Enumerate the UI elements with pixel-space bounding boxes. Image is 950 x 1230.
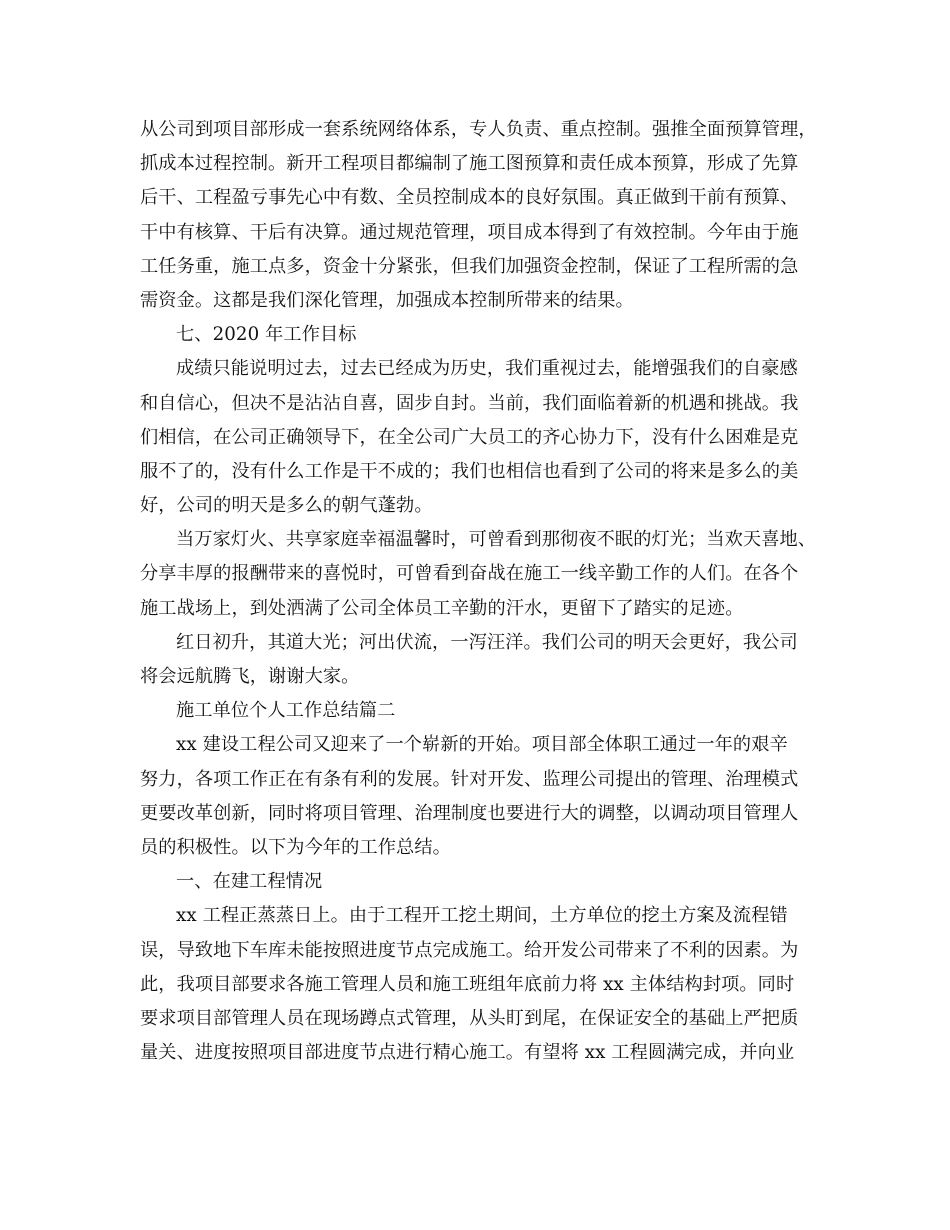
text-line: 更要改革创新，同时将项目管理、治理制度也要进行大的调整，以调动项目管理人 — [140, 802, 799, 824]
text-line: 将会远航腾飞，谢谢大家。 — [140, 666, 360, 687]
paragraph-first-line: 施工单位个人工作总结篇二 — [176, 700, 396, 722]
text-line: 此，我项目部要求各施工管理人员和施工班组年底前力将 xx 主体结构封项。同时 — [140, 973, 795, 995]
text-line: 服不了的，没有什么工作是干不成的；我们也相信也看到了公司的将来是多么的美 — [140, 460, 799, 482]
paragraph-first-line: xx 工程正蒸蒸日上。由于工程开工挖土期间，土方单位的挖土方案及流程错 — [176, 905, 788, 927]
text-line: 需资金。这都是我们深化管理，加强成本控制所带来的结果。 — [140, 289, 634, 311]
text-line: 工任务重，施工点多，资金十分紧张，但我们加强资金控制，保证了工程所需的急 — [140, 255, 799, 277]
paragraph-first-line: 当万家灯火、共享家庭幸福温馨时，可曾看到那彻夜不眠的灯光；当欢天喜地、 — [176, 529, 817, 551]
text-line: 们相信，在公司正确领导下，在全公司广大员工的齐心协力下，没有什么困难是克 — [140, 426, 799, 448]
text-line: 要求项目部管理人员在现场蹲点式管理，从头盯到尾，在保证安全的基础上严把质 — [140, 1007, 799, 1029]
text-line: 努力，各项工作正在有条有利的发展。针对开发、监理公司提出的管理、治理模式 — [140, 768, 799, 790]
text-line: 和自信心，但决不是沾沾自喜，固步自封。当前，我们面临着新的机遇和挑战。我 — [140, 392, 799, 414]
text-line: 员的积极性。以下为今年的工作总结。 — [140, 836, 451, 858]
text-line: 好，公司的明天是多么的朝气蓬勃。 — [140, 495, 433, 517]
text-line: 从公司到项目部形成一套系统网络体系，专人负责、重点控制。强推全面预算管理， — [140, 119, 817, 140]
paragraph-first-line: 红日初升，其道大光；河出伏流，一泻汪洋。我们公司的明天会更好，我公司 — [176, 631, 798, 653]
paragraph-first-line: 七、2020 年工作目标 — [176, 324, 357, 346]
text-line: 误，导致地下车库未能按照进度节点完成施工。给开发公司带来了不利的因素。为 — [140, 939, 799, 961]
text-line: 分享丰厚的报酬带来的喜悦时，可曾看到奋战在施工一线辛勤工作的人们。在各个 — [140, 563, 799, 585]
document-body — [140, 113, 830, 1070]
paragraph-first-line: 一、在建工程情况 — [176, 871, 323, 893]
text-line: 干中有核算、干后有决算。通过规范管理，项目成本得到了有效控制。今年由于施 — [140, 221, 799, 243]
text-line: 量关、进度按照项目部进度节点进行精心施工。有望将 xx 工程圆满完成，并向业 — [140, 1042, 795, 1064]
paragraph-first-line: xx 建设工程公司又迎来了一个崭新的开始。项目部全体职工通过一年的艰辛 — [176, 734, 788, 756]
text-line: 施工战场上，到处洒满了公司全体员工辛勤的汗水，更留下了踏实的足迹。 — [140, 597, 744, 619]
text-line: 抓成本过程控制。新开工程项目都编制了施工图预算和责任成本预算，形成了先算 — [140, 153, 799, 175]
paragraph-first-line: 成绩只能说明过去，过去已经成为历史，我们重视过去，能增强我们的自豪感 — [176, 358, 798, 380]
text-line: 后干、工程盈亏事先心中有数、全员控制成本的良好氛围。真正做到干前有预算、 — [140, 187, 799, 209]
